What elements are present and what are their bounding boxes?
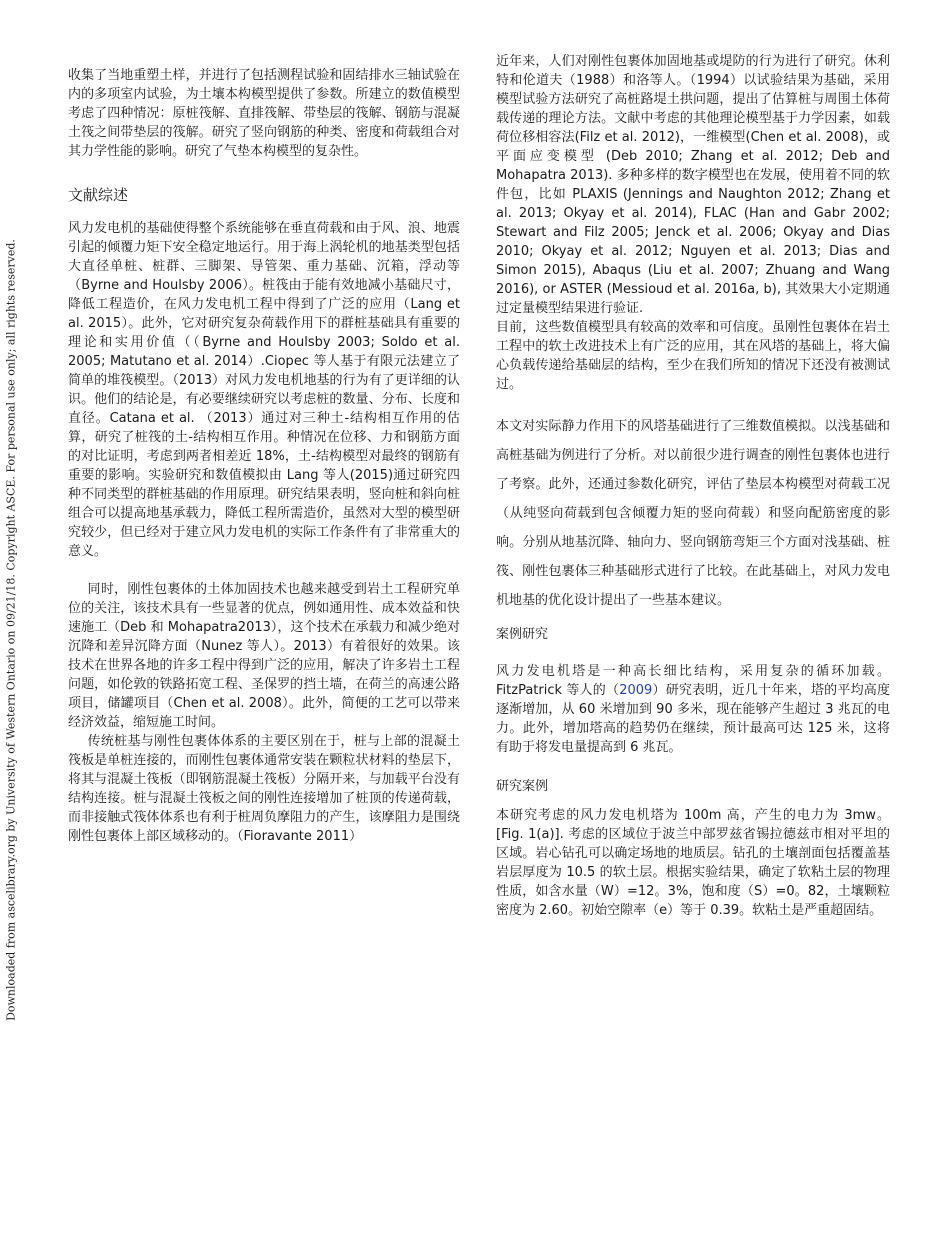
research-case-heading: 研究案例 bbox=[496, 779, 549, 794]
turbine-text-after: ）研究表明，近几十年来，塔的平均高度逐渐增加，从 60 米增加到 90 多米，现在能够产生超过 3 兆瓦的电力。此外，增加塔高的趋势仍在继续，预计最高可达 125 米，这将有助于将发电量提高到 6 兆瓦。 bbox=[496, 683, 890, 755]
case-study-heading: 案例研究 bbox=[496, 627, 549, 642]
turbine-tower-paragraph bbox=[496, 662, 890, 757]
download-notice-text: Downloaded from ascelibrary.org by University of Western Ontario on 09/21/18. Copyright ASCE. For personal use only; all rights reserved. bbox=[4, 239, 18, 1021]
study-scope-paragraph: 本文对实际静力作用下的风塔基础进行了三维数值模拟。以浅基础和高桩基础为例进行了分析。对以前很少进行调查的刚性包裹体也进行了考察。此外，还通过参数化研究，评估了垫层本构模型对荷载工况（从纯竖向荷载到包含倾覆力矩的竖向荷载）和竖向配筋密度的影响。分别从地基沉降、轴向力、竖向钢筋弯矩三个方面对浅基础、桩筏、刚性包裹体三种基础形式进行了比较。在此基础上，对风力发电机地基的优化设计提出了一些基本建议。 bbox=[496, 419, 890, 608]
pile-difference-paragraph: 传统桩基与刚性包裹体体系的主要区别在于，桩与上部的混凝土筏板是单桩连接的，而刚性包裹体通常安装在颗粒状材料的垫层下，将其与混凝土筏板（即钢筋混凝土筏板）分隔开来，与加载平台没有结构连接。桩与混凝土筏板之间的刚性连接增加了桩顶的传递荷载，而非接触式筏体体系也有利于桩周负摩阻力的产生，该摩阻力是围绕刚性包裹体上部区域移动的。（Fioravante 2011） bbox=[68, 734, 460, 844]
literature-review-heading: 文献综述 bbox=[68, 186, 129, 204]
reliability-paragraph: 目前，这些数值模型具有较高的效率和可信度。虽刚性包裹体在岩土工程中的软土改进技术上有广泛的应用，其在风塔的基础上，将大偏心负载传递给基础层的结构，至少在我们所知的情况下还没有被测试过。 bbox=[496, 320, 890, 392]
left-column bbox=[68, 66, 460, 846]
fitzpatrick-citation-link[interactable]: 2009 bbox=[619, 683, 653, 698]
turbine-text-before: 风力发电机塔是一种高长细比结构，采用复杂的循环加载。FitzPatrick 等人的（ bbox=[496, 664, 890, 698]
right-column bbox=[496, 52, 890, 920]
literature-review-paragraph: 风力发电机的基础使得整个系统能够在垂直荷载和由于风、浪、地震引起的倾覆力矩下安全稳定地运行。用于海上涡轮机的地基类型包括大直径单桩、桩群、三脚架、导管架、重力基础、沉箱，浮动等（Byrne and Houlsby 2006）。桩筏由于能有效地减小基础尺寸，降低工程造价，在风力发电机工程中得到了广泛的应用（Lang et al. 2015）。此外，它对研究复杂荷载作用下的群桩基础具有重要的理论和实用价值（（Byrne and Houlsby 2003; Soldo et al. 2005; Matutano et al. 2014）.Ciopec 等人基于有限元法建立了简单的堆筏模型。（2013）对风力发电机地基的行为有了更详细的认识。他们的结论是，有必要继续研究以考虑桩的数量、分布、长度和直径。Catana et al. （2013）通过对三种土-结构相互作用的估算，研究了桩筏的土-结构相互作用。种情况在位移、力和钢筋方面的对比证明，考虑到两者相差近 18%，土-结构模型对最终的钢筋有重要的影响。实验研究和数值模拟由 Lang 等人(2015)通过研究四种不同类型的群桩基础的作用原理。研究结果表明，竖向桩和斜向桩组合可以提高地基承载力，降低工程所需造价，虽然对大型的模型研究较少，但已经对于建立风力发电机的实际工作条件有了非常重大的意义。 bbox=[68, 221, 460, 559]
download-notice bbox=[4, 239, 18, 1021]
numerical-methods-paragraph: 近年来，人们对刚性包裹体加固地基或堤防的行为进行了研究。休利特和伦道夫（1988）和洛等人。（1994）以试验结果为基础，采用模型试验方法研究了高桩路堤土拱问题，提出了估算桩与周围土体荷载传递的理论方法。文献中考虑的其他理论模型基于力学因素，如载荷位移相容法(Filz et al. 2012)，一维模型(Chen et al. 2008)，或平面应变模型 (Deb 2010; Zhang et al. 2012; Deb and Mohapatra 2013). 多种多样的数字模型也在发展，使用着不同的软件包，比如 PLAXIS (Jennings and Naughton 2012; Zhang et al. 2013; Okyay et al. 2014), FLAC (Han and Gabr 2002; Stewart and Filz 2005; Jenck et al. 2006; Okyay and Dias 2010; Okyay et al. 2012; Nguyen et al. 2013; Dias and Simon 2015), Abaqus (Liu et al. 2007; Zhuang and Wang 2016), or ASTER (Messioud et al. 2016a, b), 其效果大小定期通过定量模型结果进行验证. bbox=[496, 54, 890, 316]
intro-paragraph: 收集了当地重塑土样，并进行了包括测程试验和固结排水三轴试验在内的多项室内试验，为土壤本构模型提供了参数。所建立的数值模型考虑了四种情况：原桩筏解、直排筏解、带垫层的筏解、钢筋与混凝土筏之间带垫层的筏解。研究了竖向钢筋的种类、密度和荷载组合对其力学性能的影响。研究了气垫本构模型的复杂性。 bbox=[68, 68, 460, 159]
research-case-paragraph: 本研究考虑的风力发电机塔为 100m 高，产生的电力为 3mw。[Fig. 1(a)]. 考虑的区域位于波兰中部罗兹省锡拉德兹市相对平坦的区域。岩心钻孔可以确定场地的地质层。钻孔的土壤剖面包括覆盖基岩层厚度为 10.5 的软土层。根据实验结果，确定了软粘土层的物理性质，如含水量（W）=12。3%，饱和度（S）=0。82，土壤颗粒密度为 2.60。初始空隙率（e）等于 0.39。软粘土是严重超固结。 bbox=[496, 808, 890, 918]
rigid-inclusion-paragraph: 同时，刚性包裹体的土体加固技术也越来越受到岩土工程研究单位的关注，该技术具有一些显著的优点，例如通用性、成本效益和快速施工（Deb 和 Mohapatra2013），这个技术在承载力和减少绝对沉降和差异沉降方面（Nunez 等人）。2013）有着很好的效果。该技术在世界各地的许多工程中得到广泛的应用，解决了许多岩土工程问题，如伦敦的铁路拓宽工程、圣保罗的挡土墙，在荷兰的高速公路项目，储罐项目（Chen et al. 2008）。此外，简便的工艺可以带来经济效益，缩短施工时间。 bbox=[68, 582, 460, 730]
